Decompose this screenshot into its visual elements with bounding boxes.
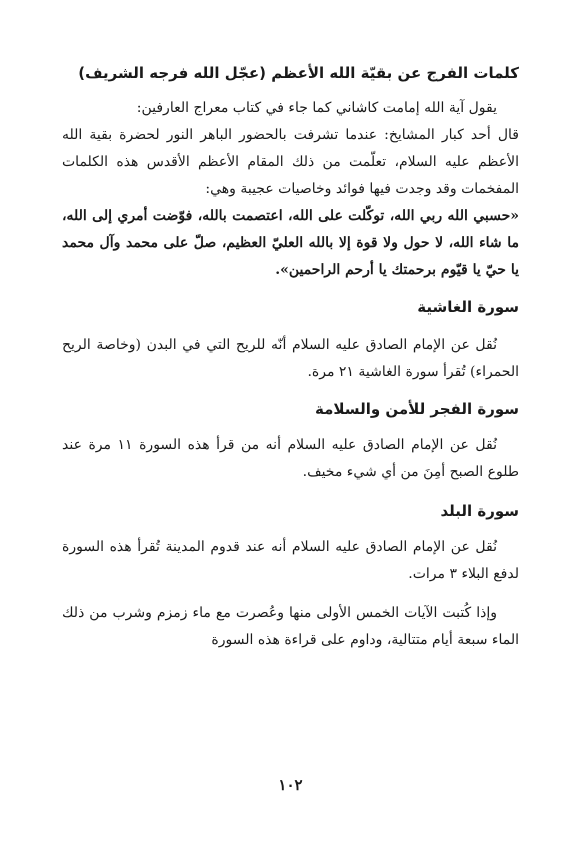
prayer-paragraph: «حسبي الله ربي الله، توكّلت على الله، اعتصمت بالله، فوّضت أمري إلى الله، ما شاء الله، لا حول ولا قوة إلا بالله العليّ العظيم، صلّ على محمد وآل محمد يا حيّ يا قيّوم برحمتك يا أرحم الراحمين». — [62, 208, 519, 278]
page-number: ١٠٢ — [278, 776, 303, 794]
intro-paragraph: يقول آية الله إمامت كاشاني كما جاء في كتاب معراج العارفين: — [136, 100, 497, 116]
section-paragraph-fajr: نُقل عن الإمام الصادق عليه السلام أنه من قرأ هذه السورة ١١ مرة عند طلوع الصبح أمِنَ من أي شيء مخيف. — [62, 437, 519, 480]
section-heading-fajr: سورة الفجر للأمن والسلامة — [315, 400, 519, 418]
book-page — [62, 60, 519, 846]
section-paragraph-ghashiya: نُقل عن الإمام الصادق عليه السلام أنّه للريح التي في البدن (وخاصة الريح الحمراء) تُقرأ سورة الغاشية ٢١ مرة. — [62, 337, 519, 380]
section-paragraph-balad-1: نُقل عن الإمام الصادق عليه السلام أنه عند قدوم المدينة تُقرأ هذه السورة لدفع البلاء ٣ مرات. — [62, 539, 519, 582]
story-paragraph: قال أحد كبار المشايخ: عندما تشرفت بالحضور الباهر النور لحضرة بقية الله الأعظم عليه السلام، تعلّمت من ذلك المقام الأعظم الأقدس هذه الكلمات المفخمات وقد وجدت فيها فوائد وخاصيات عجيبة وهي: — [62, 127, 519, 197]
page-title: كلمات الفرج عن بقيّة الله الأعظم (عجّل الله فرجه الشريف) — [78, 64, 519, 82]
section-paragraph-balad-2: وإذا كُتبت الآيات الخمس الأولى منها وعُصرت مع ماء زمزم وشرب من ذلك الماء سبعة أيام متتالية، وداوم على قراءة هذه السورة — [62, 605, 519, 648]
section-heading-balad: سورة البلد — [440, 502, 519, 520]
section-heading-ghashiya: سورة الغاشية — [417, 298, 519, 316]
